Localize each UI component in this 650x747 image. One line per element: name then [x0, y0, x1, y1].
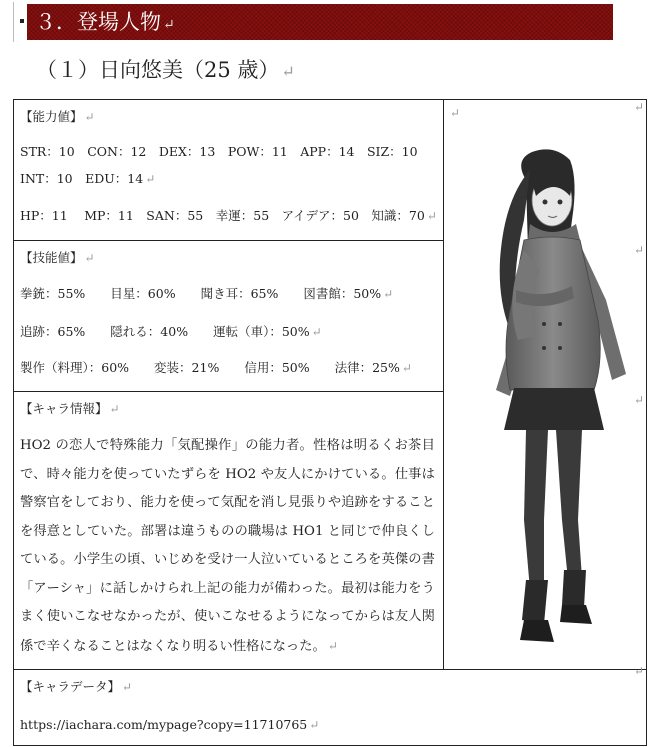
paragraph-mark-icon: ↵ — [163, 17, 175, 33]
paragraph-mark-icon: ↵ — [449, 106, 460, 120]
stats-label: 【能力値】 — [20, 109, 83, 124]
row-end-mark-icon: ↵ — [634, 100, 645, 114]
paragraph-mark-icon: ↵ — [311, 325, 322, 339]
stats-row-2: INT：10 EDU：14 — [20, 171, 144, 186]
skills-row-2: 追跡：65% 隠れる：40% 運転（車）：50% — [20, 324, 310, 339]
paragraph-mark-icon: ↵ — [309, 718, 320, 732]
paragraph-mark-icon: ↵ — [145, 172, 156, 186]
skills-row-1: 拳銃：55% 目星：60% 聞き耳：65% 図書館：50% — [20, 286, 382, 301]
chara-data-cell — [14, 670, 647, 746]
stats-cell — [14, 100, 444, 241]
character-portrait-illustration — [444, 100, 646, 660]
paragraph-mark-icon: ↵ — [426, 209, 437, 223]
profile-label: 【キャラ情報】 — [20, 401, 108, 416]
profile-cell — [14, 392, 444, 670]
character-sheet-table — [13, 99, 647, 746]
character-title — [36, 54, 295, 84]
stats-row-3: HP：11 MP：11 SAN：55 幸運：55 アイデア：50 知識：70 — [20, 208, 425, 223]
paragraph-mark-icon: ↵ — [327, 638, 338, 653]
paragraph-mark-icon: ↵ — [383, 287, 394, 301]
row-end-mark-icon: ↵ — [634, 393, 645, 407]
paragraph-mark-icon: ↵ — [109, 402, 120, 416]
chara-data-label: 【キャラデータ】 — [20, 679, 121, 694]
paragraph-mark-icon: ↵ — [84, 251, 95, 265]
portrait-cell — [443, 100, 646, 670]
chara-data-url-link[interactable]: https://iachara.com/mypage?copy=11710765 — [20, 717, 308, 732]
section-heading-text: ３．登場人物 — [35, 10, 161, 34]
row-end-mark-icon: ↵ — [634, 243, 645, 257]
paragraph-mark-icon: ↵ — [122, 680, 133, 694]
skills-row-3: 製作（料理）：60% 変装：21% 信用：50% 法律：25% — [20, 360, 400, 375]
heading-bullet-icon — [20, 19, 24, 23]
paragraph-mark-icon: ↵ — [84, 110, 95, 124]
paragraph-mark-icon: ↵ — [281, 62, 295, 81]
character-title-text: （１）日向悠美（25 歳） — [36, 58, 280, 82]
profile-text: HO2 の恋人で特殊能力「気配操作」の能力者。性格は明るくお茶目で、時々能力を使っていたずらを HO2 や友人にかけている。仕事は警察官をしており、能力を使って気配を消し見張りや追跡をすることを得意としていた。部署は違うものの職場は HO1 と同じで仲良くしている。小学生の頃、いじめを受け一人泣いているところを英傑の書「アーシャ」に話しかけられ上記の能力が備わった。最初は能力をうまく使いこなせなかったが、使いこなせるようになってからは友人関係で辛くなることはなくなり明るい性格になった。 — [20, 438, 435, 654]
section-heading — [27, 4, 613, 40]
stats-row-1: STR：10 CON：12 DEX：13 POW：11 APP：14 SIZ：10 — [20, 144, 418, 159]
skills-cell — [14, 241, 444, 392]
left-margin-rule — [13, 2, 14, 42]
skills-label: 【技能値】 — [20, 250, 83, 265]
row-end-mark-icon: ↵ — [634, 664, 645, 678]
paragraph-mark-icon: ↵ — [401, 361, 412, 375]
